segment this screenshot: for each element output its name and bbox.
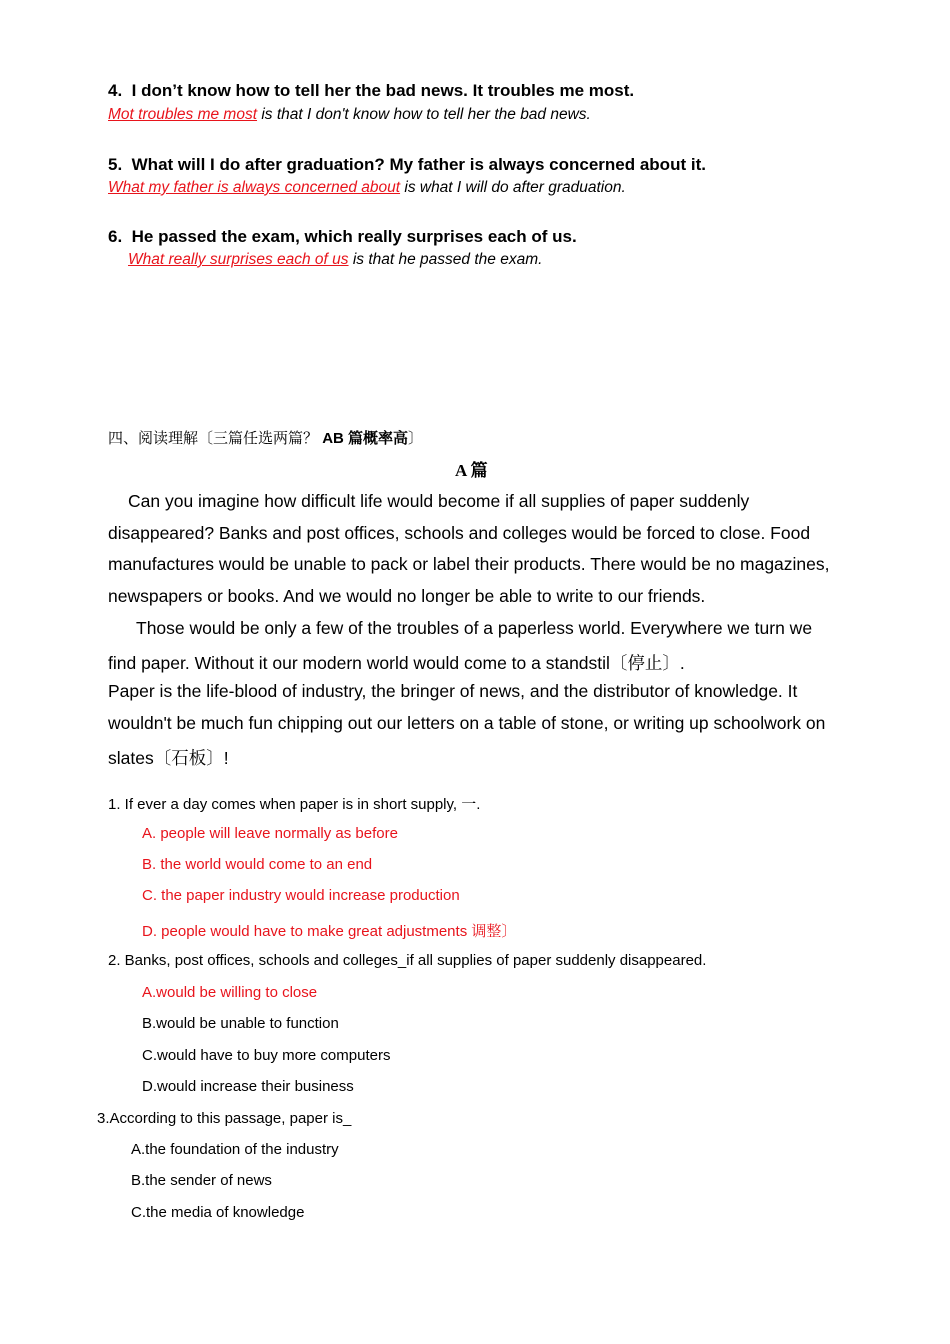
option-a: A.would be willing to close — [142, 984, 318, 1001]
question-stem: 3.According to this passage, paper is_ — [97, 1110, 352, 1127]
option-b: B.the sender of news — [131, 1172, 272, 1189]
passage-line: find paper. Without it our modern world would come to a standstil〔停止〕. — [108, 653, 685, 673]
answer-6-highlight: What really surprises each of us — [128, 251, 349, 268]
option-a: A. people will leave normally as before — [142, 825, 398, 842]
passage-line: manufactures would be unable to pack or label their products. There would be no magazines, — [108, 554, 830, 574]
option-d: D.would increase their business — [142, 1078, 354, 1095]
passage-line: Paper is the life-blood of industry, the bringer of news, and the distributor of knowledge. It — [108, 681, 798, 701]
passage-line: disappeared? Banks and post offices, schools and colleges would be forced to close. Food — [108, 523, 811, 543]
option-c: C.would have to buy more computers — [142, 1047, 391, 1064]
option-c: C.the media of knowledge — [131, 1204, 305, 1221]
passage-line: slates〔石板〕! — [108, 748, 229, 768]
option-b: B.would be unable to function — [142, 1015, 339, 1032]
answer-4-highlight: Mot troubles me most — [108, 106, 258, 123]
answer-4: Mot troubles me most is that I don't know how to tell her the bad news. — [108, 106, 591, 123]
question-stem: 1. If ever a day comes when paper is in short supply, 一. — [108, 796, 481, 813]
option-d: D. people would have to make great adjustments 调整〕 — [142, 923, 517, 940]
question-stem: 2. Banks, post offices, schools and colleges_if all supplies of paper suddenly disappeared. — [108, 952, 707, 969]
question-4: 4. I don’t know how to tell her the bad news. It troubles me most. — [108, 81, 635, 100]
answer-6: What really surprises each of us is that he passed the exam. — [128, 251, 543, 268]
passage-line: Those would be only a few of the troubles of a paperless world. Everywhere we turn we — [136, 618, 813, 638]
question-6: 6. He passed the exam, which really surprises each of us. — [108, 227, 577, 246]
option-c: C. the paper industry would increase production — [142, 887, 460, 904]
section-heading: 四、阅读理解〔三篇任选两篇？ AB 篇概率高〕 — [108, 430, 424, 447]
passage-line: wouldn't be much fun chipping out our letters on a table of stone, or writing up schoolwork on — [108, 713, 826, 733]
answer-5-highlight: What my father is always concerned about — [108, 179, 401, 196]
passage-line: Can you imagine how difficult life would become if all supplies of paper suddenly — [128, 491, 750, 511]
question-5: 5. What will I do after graduation? My father is always concerned about it. — [108, 155, 706, 174]
passage-line: newspapers or books. And we would no longer be able to write to our friends. — [108, 586, 706, 606]
answer-5: What my father is always concerned about is what I will do after graduation. — [108, 179, 626, 196]
option-b: B. the world would come to an end — [142, 856, 373, 873]
passage-title: A 篇 — [455, 461, 488, 480]
option-a: A.the foundation of the industry — [131, 1141, 339, 1158]
